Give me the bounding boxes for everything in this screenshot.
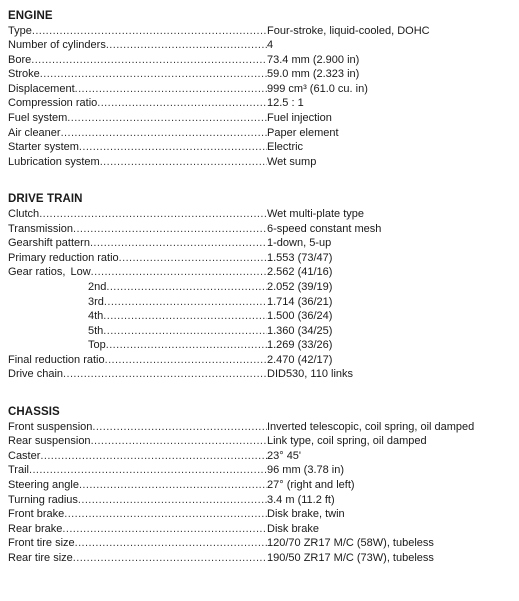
spec-label-cell [8,434,267,449]
spec-row [8,324,516,339]
spec-label: Rear brake [8,522,63,535]
spec-label: Front suspension [8,420,93,433]
spec-label: Final reduction ratio [8,353,105,366]
spec-label-cell [8,24,267,39]
spec-row [8,38,516,53]
dot-leader [104,295,267,310]
spec-sublabel: Low [70,266,91,279]
dot-leader [64,507,267,522]
spec-label-cell [8,38,267,53]
spec-value: 96 mm (3.78 in) [267,464,345,477]
spec-sublabel: Top [88,339,106,352]
section-spacer [8,382,516,405]
spec-label-cell [8,353,267,368]
spec-row [8,265,516,280]
spec-label: Primary reduction ratio [8,251,119,264]
spec-row [8,111,516,126]
dot-leader [119,251,267,266]
dot-leader [106,338,267,353]
drive-train-rows [8,207,516,382]
spec-label-cell [8,522,267,537]
spec-value: 23° 45' [267,449,302,462]
dot-leader [32,24,267,39]
spec-sublabel: 4th [88,310,104,323]
spec-label: Transmission [8,222,73,235]
spec-label: Drive chain [8,368,64,381]
spec-row [8,67,516,82]
dot-leader [40,67,267,82]
spec-value: Disk brake, twin [267,508,345,521]
dot-leader [61,126,267,141]
dot-leader [92,420,267,435]
spec-label-cell [8,420,267,435]
spec-label: Compression ratio [8,97,98,110]
spec-label: Air cleaner [8,126,61,139]
dot-leader [67,111,267,126]
spec-label-cell [8,338,267,353]
dot-leader [106,280,267,295]
spec-label-cell [8,295,267,310]
spec-label-cell [8,53,267,68]
dot-leader [100,155,267,170]
spec-label: Steering angle [8,478,79,491]
spec-row [8,309,516,324]
spec-row [8,236,516,251]
spec-row [8,53,516,68]
spec-value: DID530, 110 links [267,368,354,381]
spec-value: 27° (right and left) [267,478,355,491]
spec-value: 73.4 mm (2.900 in) [267,53,360,66]
spec-value: 1.360 (34/25) [267,324,333,337]
spec-row [8,207,516,222]
spec-row [8,140,516,155]
spec-page [8,9,516,566]
spec-label-cell [8,140,267,155]
spec-sublabel: 3rd [88,295,104,308]
spec-row [8,82,516,97]
spec-label: Rear suspension [8,435,91,448]
spec-row [8,280,516,295]
spec-row [8,251,516,266]
spec-label-cell [8,155,267,170]
spec-value: 1.553 (73/47) [267,251,333,264]
spec-row [8,449,516,464]
spec-sublabel: 2nd [88,280,107,293]
chassis-section [8,405,516,565]
dot-leader [73,222,267,237]
spec-value: Wet multi-plate type [267,207,365,220]
spec-value: Fuel injection [267,112,332,125]
spec-value: 3.4 m (11.2 ft) [267,493,335,506]
spec-label: Lubrication system [8,155,100,168]
spec-row [8,536,516,551]
spec-row [8,420,516,435]
spec-label: Clutch [8,207,40,220]
dot-leader [75,82,267,97]
spec-row [8,24,516,39]
spec-value: Wet sump [267,155,317,168]
spec-value: 59.0 mm (2.323 in) [267,68,360,81]
spec-value: Inverted telescopic, coil spring, oil damped [267,420,475,433]
spec-value: 2.562 (41/16) [267,266,333,279]
spec-label: Stroke [8,68,40,81]
dot-leader [40,449,267,464]
dot-leader [106,38,267,53]
dot-leader [31,53,267,68]
engine-section [8,9,516,169]
spec-value: 1.269 (33/26) [267,339,333,352]
dot-leader [79,140,267,155]
engine-heading: ENGINE [8,10,53,22]
dot-leader [63,367,267,382]
spec-label-cell [8,236,267,251]
dot-leader [91,434,267,449]
spec-label: Gearshift pattern [8,237,90,250]
spec-row [8,338,516,353]
dot-leader [39,207,267,222]
spec-value: 6-speed constant mesh [267,222,382,235]
spec-value: 2.052 (39/19) [267,280,333,293]
spec-label-cell [8,551,267,566]
spec-label-cell [8,265,267,280]
spec-label-cell [8,111,267,126]
spec-row [8,522,516,537]
dot-leader [78,493,267,508]
spec-sublabel: 5th [88,324,104,337]
spec-label: Front tire size [8,537,75,550]
spec-value: 190/50 ZR17 M/C (73W), tubeless [267,551,434,564]
spec-label-cell [8,222,267,237]
spec-label-cell [8,536,267,551]
spec-row [8,434,516,449]
spec-row [8,96,516,111]
drive-train-heading: DRIVE TRAIN [8,193,83,206]
spec-value: 4 [267,39,274,52]
spec-row [8,493,516,508]
spec-value: 999 cm³ (61.0 cu. in) [267,82,368,95]
dot-leader [91,265,267,280]
spec-label-cell [8,251,267,266]
spec-row [8,367,516,382]
spec-label: Caster [8,449,41,462]
spec-row [8,463,516,478]
dot-leader [97,96,267,111]
chassis-heading: CHASSIS [8,406,60,419]
dot-leader [73,551,267,566]
spec-label-cell [8,367,267,382]
dot-leader [103,324,267,339]
spec-value: Four-stroke, liquid-cooled, DOHC [267,24,430,37]
spec-label-cell [8,507,267,522]
spec-label-cell [8,207,267,222]
dot-leader [105,353,267,368]
spec-value: Link type, coil spring, oil damped [267,435,427,448]
spec-label: Number of cylinders [8,39,106,52]
spec-label-cell [8,82,267,97]
spec-label-cell [8,126,267,141]
spec-row [8,507,516,522]
spec-label: Fuel system [8,112,68,125]
spec-row [8,353,516,368]
spec-label-cell [8,493,267,508]
engine-rows [8,24,516,170]
spec-label: Displacement [8,82,75,95]
dot-leader [103,309,267,324]
spec-row [8,478,516,493]
section-spacer [8,169,516,192]
drive-train-section [8,192,516,382]
dot-leader [29,463,267,478]
spec-label: Starter system [8,141,79,154]
spec-label-cell [8,67,267,82]
spec-label-cell [8,449,267,464]
spec-row [8,551,516,566]
spec-label: Turning radius [8,493,78,506]
spec-label: Rear tire size [8,551,73,564]
spec-label: Bore [8,53,32,66]
spec-label-cell [8,324,267,339]
spec-label-cell [8,478,267,493]
dot-leader [79,478,267,493]
chassis-rows [8,420,516,566]
spec-label-cell [8,96,267,111]
spec-label-cell [8,280,267,295]
spec-label: Gear ratios, [8,266,66,279]
spec-value: 1.714 (36/21) [267,295,333,308]
spec-value: 1-down, 5-up [267,237,332,250]
spec-row [8,155,516,170]
spec-value: Electric [267,141,304,154]
spec-row [8,222,516,237]
spec-label: Type [8,24,32,37]
spec-row [8,126,516,141]
spec-label: Front brake [8,508,65,521]
spec-label: Trail [8,464,29,477]
spec-value: 2.470 (42/17) [267,353,333,366]
dot-leader [62,522,267,537]
spec-row [8,295,516,310]
dot-leader [90,236,267,251]
spec-value: Paper element [267,126,339,139]
dot-leader [75,536,267,551]
spec-value: Disk brake [267,522,319,535]
spec-value: 1.500 (36/24) [267,310,333,323]
spec-value: 12.5 : 1 [267,97,304,110]
spec-label-cell [8,463,267,478]
spec-label-cell [8,309,267,324]
spec-value: 120/70 ZR17 M/C (58W), tubeless [267,537,434,550]
